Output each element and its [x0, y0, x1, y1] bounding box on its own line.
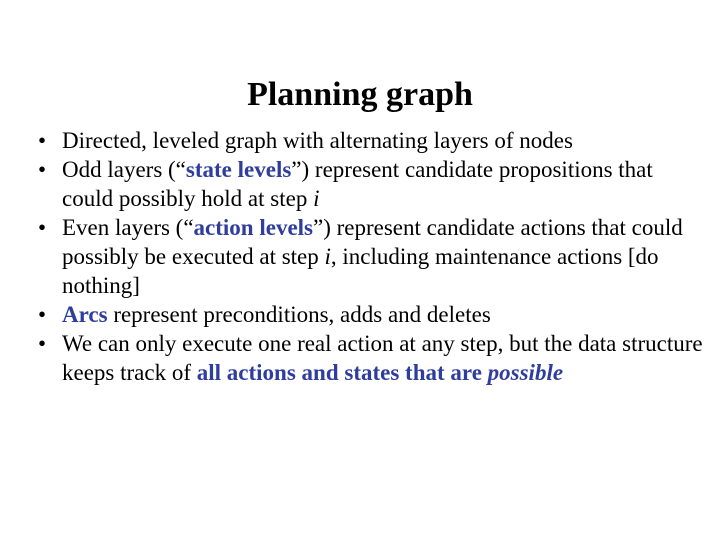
bullet-text: , including maintenance actions [do nothing] — [62, 244, 659, 298]
bullet-text: Odd layers (“ — [62, 157, 186, 182]
bullet-text: Directed, leveled graph with alternating layers of nodes — [62, 128, 573, 153]
bullet-marker: • — [38, 128, 47, 153]
highlighted-term: possible — [487, 360, 564, 385]
bullet-item — [38, 213, 708, 300]
highlighted-term: state levels — [185, 157, 292, 182]
bullet-list — [38, 126, 708, 387]
highlighted-term: all actions and states that are — [196, 360, 488, 385]
bullet-text: We can only execute one real action at any step, but the data structure keeps track of — [62, 331, 703, 385]
highlighted-term: Arcs — [62, 302, 108, 327]
bullet-item — [38, 300, 708, 329]
italic-variable: i — [313, 186, 320, 211]
bullet-marker: • — [38, 331, 47, 356]
bullet-item — [38, 126, 708, 155]
bullet-item — [38, 329, 708, 387]
bullet-marker: • — [38, 302, 47, 327]
slide-title: Planning graph — [247, 76, 473, 113]
bullet-item — [38, 155, 708, 213]
bullet-text: represent preconditions, adds and deletes — [107, 302, 491, 327]
italic-variable: i — [324, 244, 331, 269]
bullet-text: Even layers (“ — [62, 215, 194, 240]
bullet-text: ”) represent candidate propositions that could possibly hold at step — [62, 157, 653, 211]
bullet-marker: • — [38, 215, 47, 240]
highlighted-term: action levels — [193, 215, 313, 240]
bullet-marker: • — [38, 157, 47, 182]
bullet-text: ”) represent candidate actions that could possibly be executed at step — [62, 215, 683, 269]
